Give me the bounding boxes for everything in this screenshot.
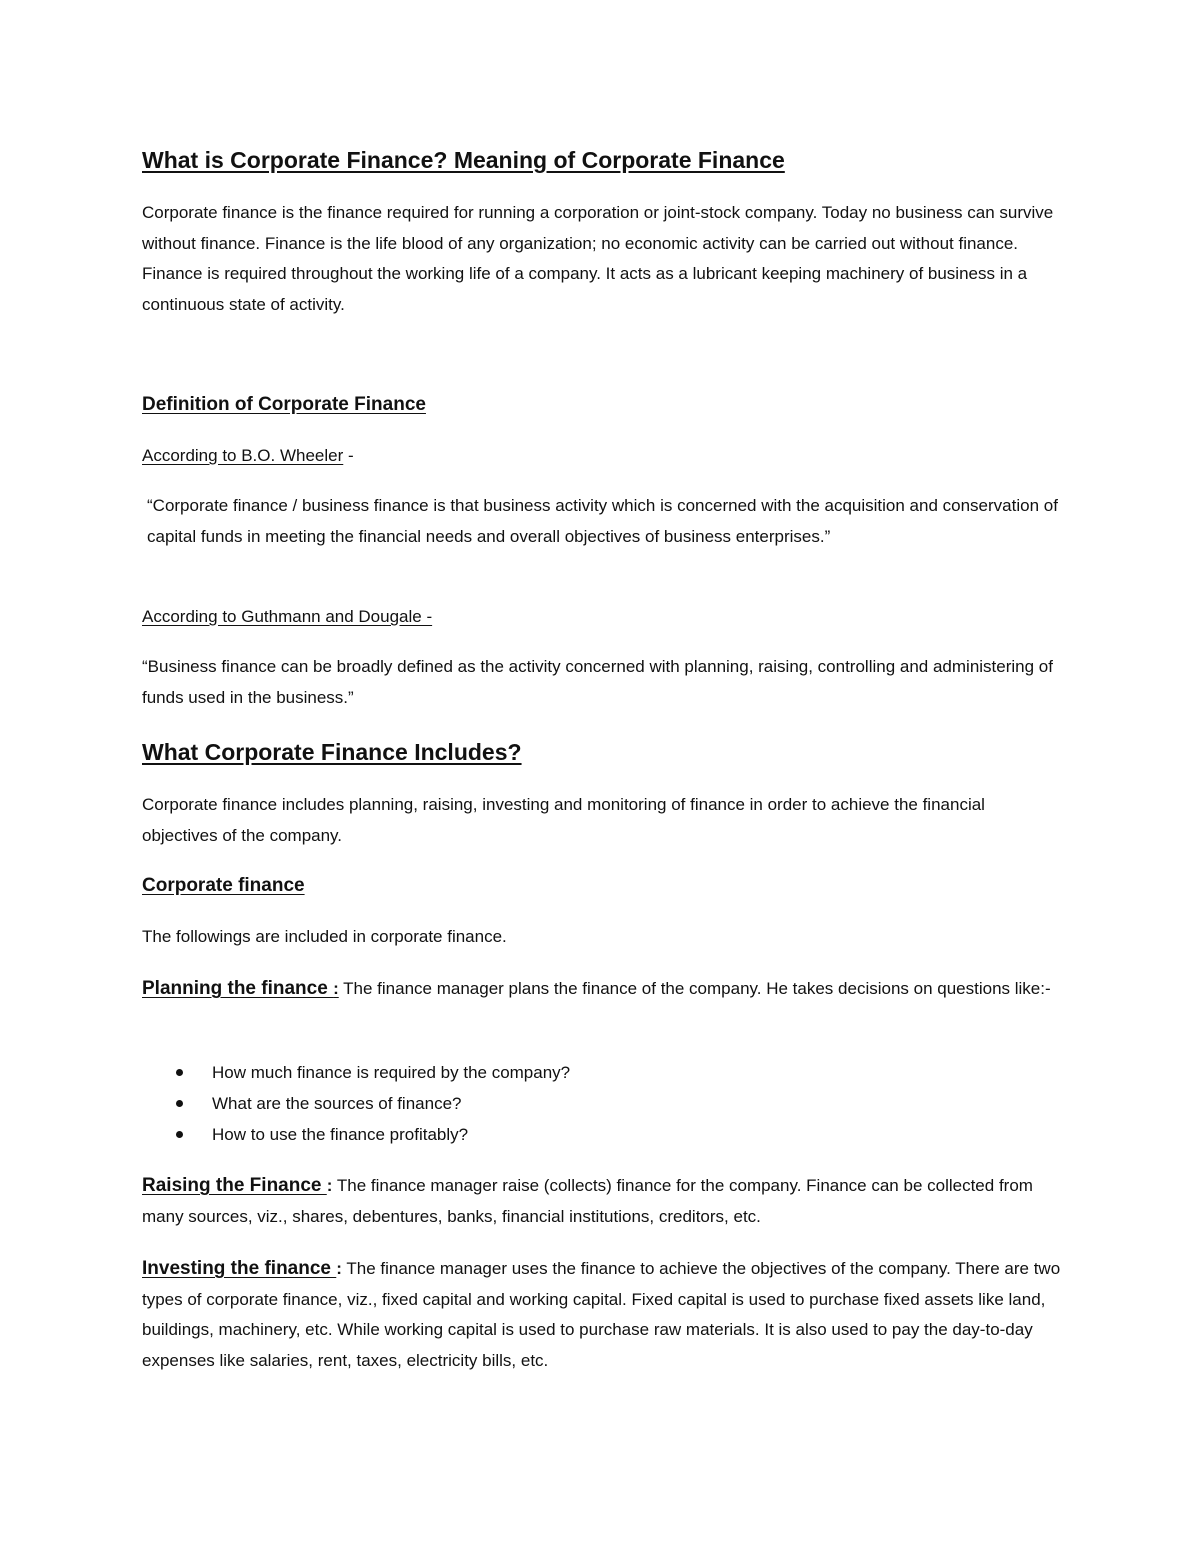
guthmann-quote: “Business finance can be broadly defined as the activity concerned with planning, raising, controlling and administering of funds used in the business.”: [142, 657, 1053, 707]
raising-text: The finance manager raise (collects) finance for the company. Finance can be collected from many sources, viz., shares, debentures, banks, financial institutions, creditors, etc.: [142, 1176, 1033, 1226]
list-item: [142, 1119, 1062, 1150]
corporate-finance-heading: Corporate finance: [142, 875, 305, 896]
planning-label: Planning the finance: [142, 978, 334, 999]
bullet-icon: [176, 1100, 183, 1107]
investing-text: The finance manager uses the finance to achieve the objectives of the company. There are two types of corporate finance, viz., fixed capital and working capital. Fixed capital is used to purchase fixed assets like land, buildings, machinery, etc. While working capital is used to purchase raw materials. It is also used to pay the day-to-day expenses like salaries, rent, taxes, electricity bills, etc.: [142, 1259, 1061, 1370]
list-item: [142, 1088, 1062, 1119]
wheeler-attribution: [142, 441, 1062, 472]
raising-paragraph: [142, 1171, 1062, 1232]
planning-colon: :: [333, 979, 339, 998]
bullet-icon: [176, 1131, 183, 1138]
page-title: What is Corporate Finance? Meaning of Corporate Finance: [142, 147, 785, 173]
list-item-text: What are the sources of finance?: [212, 1094, 462, 1113]
bullet-icon: [176, 1069, 183, 1076]
followings-paragraph: The followings are included in corporate finance.: [142, 927, 507, 946]
investing-colon: :: [336, 1259, 342, 1278]
intro-paragraph: Corporate finance is the finance required for running a corporation or joint-stock company. Today no business can survive without finance. Finance is the life blood of any organization; no economic activity can be carried out without finance. Finance is required throughout the working life of a company. It acts as a lubricant keeping machinery of business in a continuous state of activity.: [142, 203, 1054, 314]
list-item-text: How much finance is required by the company?: [212, 1063, 571, 1082]
list-item: [142, 1057, 1062, 1088]
definition-heading: Definition of Corporate Finance: [142, 394, 426, 415]
planning-paragraph: [142, 974, 1062, 1005]
wheeler-label: According to B.O. Wheeler: [142, 446, 344, 465]
investing-paragraph: [142, 1254, 1062, 1376]
raising-colon: :: [326, 1176, 333, 1195]
wheeler-dash: -: [343, 446, 354, 465]
wheeler-quote: “Corporate finance / business finance is that business activity which is concerned with the acquisition and conservation of capital funds in meeting the financial needs and overall objectives of business enterprises.”: [147, 496, 1058, 546]
investing-label: Investing the finance: [142, 1258, 337, 1279]
includes-paragraph: Corporate finance includes planning, raising, investing and monitoring of finance in order to achieve the financial objectives of the company.: [142, 795, 985, 845]
guthmann-label: According to Guthmann and Dougale -: [142, 607, 433, 626]
list-item-text: How to use the finance profitably?: [212, 1125, 469, 1144]
questions-list: [142, 1057, 1062, 1150]
includes-heading: What Corporate Finance Includes?: [142, 739, 522, 765]
guthmann-attribution: [142, 602, 1062, 633]
raising-label: Raising the Finance: [142, 1175, 327, 1196]
planning-text: The finance manager plans the finance of the company. He takes decisions on questions like:-: [338, 979, 1051, 998]
